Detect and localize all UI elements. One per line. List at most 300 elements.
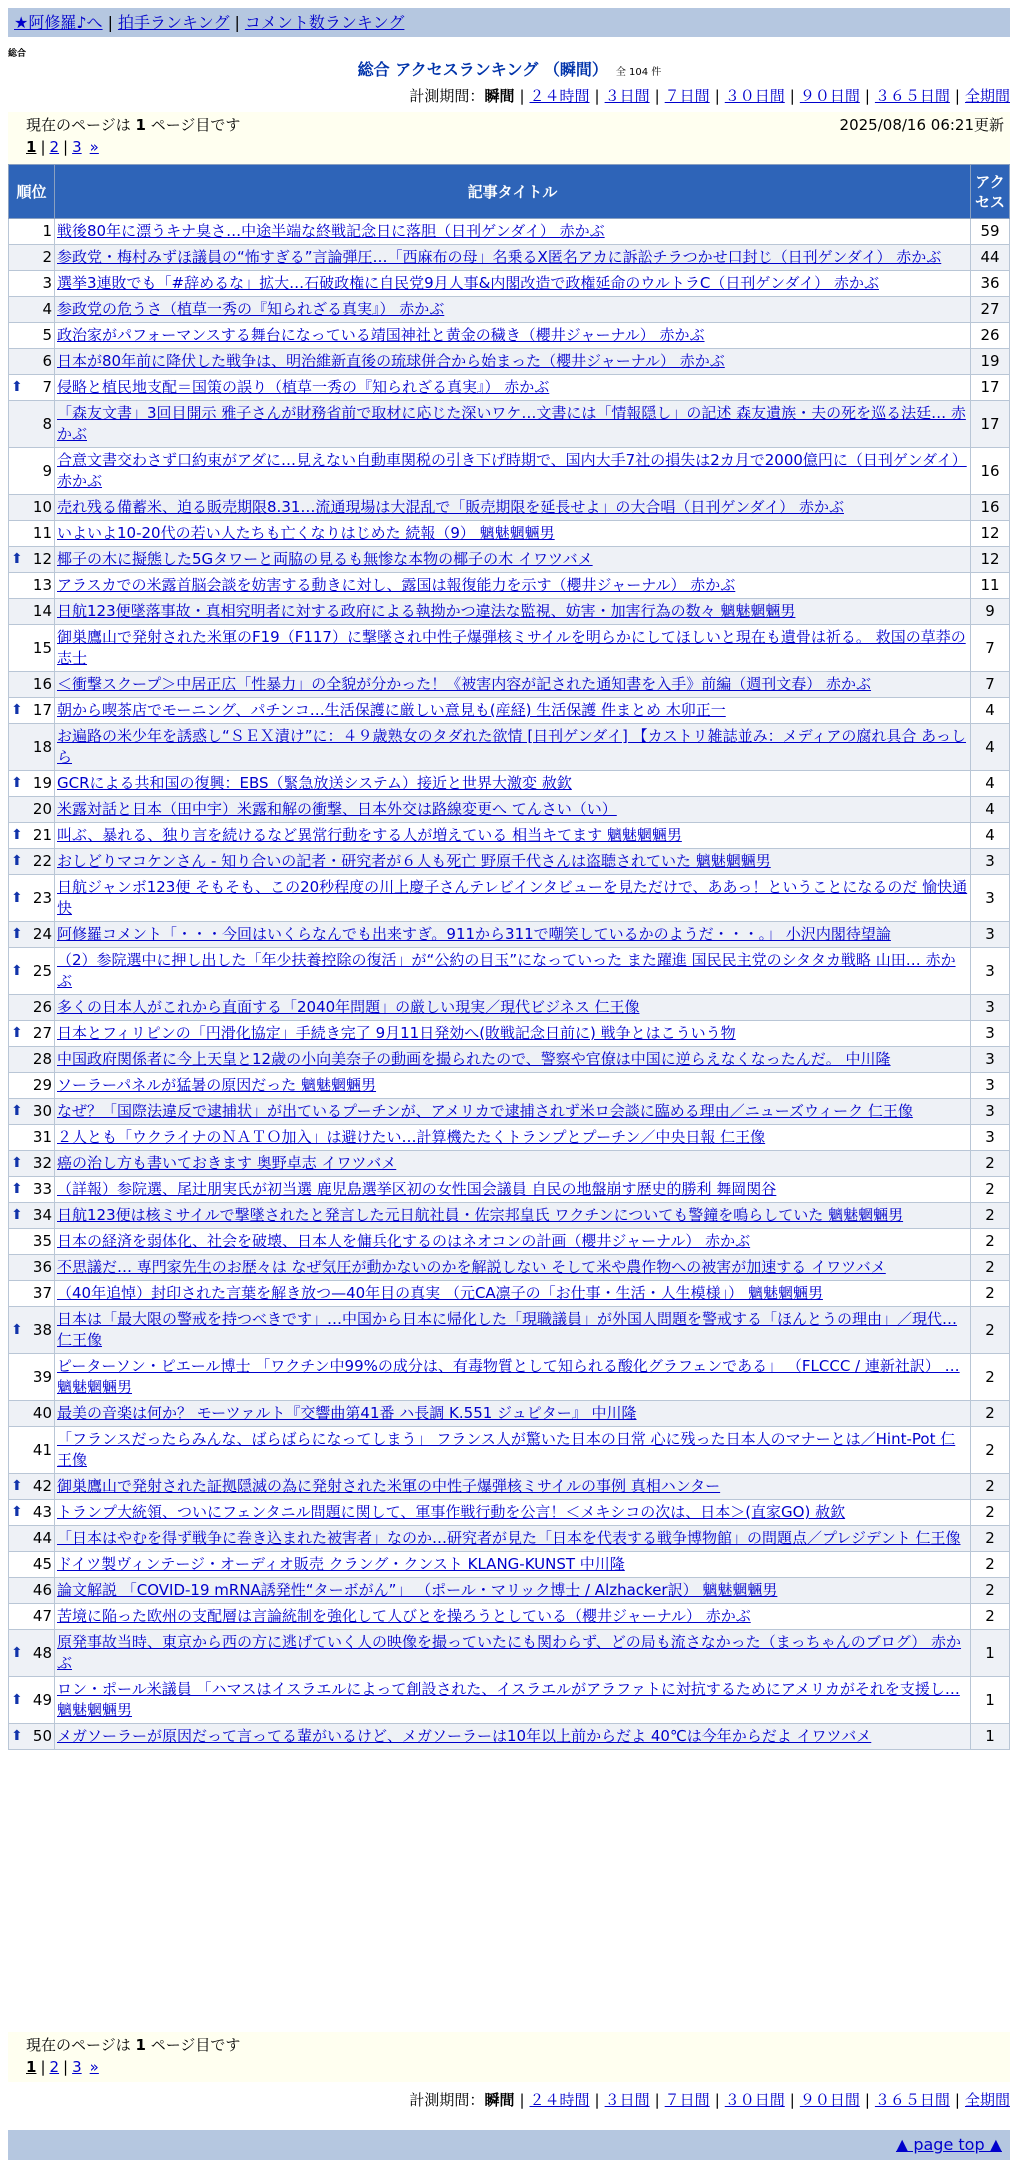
page-status-bottom [8,2032,1010,2082]
article-link[interactable]: （40年追悼）封印された言葉を解き放つ—40年目の真実 （元CA凛子の「お仕事・生活・人生模様」） 魑魅魍魎男 [57,1284,823,1302]
rank-number: 49 [32,1690,52,1709]
rank-number: 17 [32,701,52,719]
rank-number: 2 [42,248,52,266]
article-link[interactable]: 日本とフィリピンの「円滑化協定」手続き完了 9月11日発効へ(敗戦記念日前に) 戦争とはこういう物 [57,1024,736,1042]
rank-cell [9,1099,55,1125]
article-link[interactable]: 日航123便は核ミサイルで撃墜されたと発言した元日航社員・佐宗邦皇氏 ワクチンについても警鐘を鳴らしていた 魑魅魍魎男 [57,1206,904,1224]
rank-cell [9,1281,55,1307]
period-separator: | [654,87,660,105]
period-link[interactable]: ９０日間 [799,2091,860,2109]
rank-cell [9,1151,55,1177]
access-count: 7 [971,672,1010,698]
article-link[interactable]: 不思議だ… 専門家先生のお歴々は なぜ気圧が動かないのかを解説しない そして米や農作物への被害が加速する イワツバメ [57,1258,886,1276]
title-cell [55,625,971,672]
column-header-title: 記事タイトル [55,165,971,219]
access-count: 4 [971,797,1010,823]
article-link[interactable]: 論文解説 「COVID-19 mRNA誘発性“ターボがん”」 （ポール・マリック博士 / Alzhacker訳） 魑魅魍魎男 [57,1581,778,1599]
title-cell [55,1281,971,1307]
access-count: 3 [971,1099,1010,1125]
column-header-count: アクセス [971,165,1010,219]
rank-cell [9,1677,55,1724]
pager-link[interactable]: 3 [72,138,82,156]
table-row [9,1229,1010,1255]
access-count: 59 [971,219,1010,245]
rank-number: 28 [32,1050,52,1068]
rank-number: 48 [32,1643,52,1662]
access-count: 2 [971,1604,1010,1630]
rank-number: 18 [32,737,52,756]
access-count: 16 [971,448,1010,495]
pager-next[interactable]: » [89,2058,99,2076]
access-count: 44 [971,245,1010,271]
rank-number: 19 [32,774,52,792]
access-count: 1 [971,1677,1010,1724]
title-cell [55,1552,971,1578]
article-link[interactable]: おしどりマコケンさん - 知り合いの記者・研究者が６人も死亡 野原千代さんは盗聴されていた 魑魅魍魎男 [57,852,771,870]
title-cell [55,797,971,823]
page-status-prefix: 現在のページは [26,116,136,134]
rank-number: 23 [32,888,52,907]
rank-number: 30 [32,1102,52,1120]
access-count: 7 [971,625,1010,672]
rank-up-arrow-icon: ⬆ [11,1207,23,1223]
rank-up-arrow-icon: ⬆ [11,1644,23,1661]
article-link[interactable]: メガソーラーが原因だって言ってる輩がいるけど、メガソーラーは10年以上前からだよ 40℃は今年からだよ イワツバメ [57,1727,872,1745]
title-cell [55,1099,971,1125]
category-label: 総合 [8,49,27,59]
article-link[interactable]: 合意文書交わさず口約束がアダに…見えない自動車関税の引き下げ時期で、国内大手7社の損失は2カ月で2000億円に（日刊ゲンダイ） 赤かぶ [57,451,967,490]
article-link[interactable]: 日本は「最大限の警戒を持つべきです」…中国から日本に帰化した「現職議員」が外国人問題を警戒する「ほんとうの理由」／現代… 仁王像 [57,1310,958,1349]
period-separator: | [864,87,870,105]
table-row [9,1401,1010,1427]
article-link[interactable]: 侵略と植民地支配＝国策の誤り（植草一秀の『知られざる真実』） 赤かぶ [57,378,550,396]
table-row [9,599,1010,625]
period-current: 瞬間 [484,87,515,105]
access-count: 3 [971,948,1010,995]
rank-number: 21 [32,826,52,844]
footer-bar [8,2130,1010,2160]
total-count: 全 104 件 [615,67,662,78]
rank-cell [9,1630,55,1677]
current-page-number: 1 [135,2036,146,2054]
period-link[interactable]: ２４時間 [529,2091,590,2109]
top-nav-bar [8,8,1010,37]
title-cell [55,1073,971,1099]
title-cell [55,1047,971,1073]
rank-number: 24 [32,925,52,943]
rank-number: 9 [42,461,52,480]
rank-up-arrow-icon: ⬆ [11,775,23,791]
title-cell [55,1354,971,1401]
article-link[interactable]: いよいよ10-20代の若い人たちも亡くなりはじめた 続報（9） 魑魅魍魎男 [57,524,555,542]
article-link[interactable]: トランプ大統領、ついにフェンタニル問題に関して、軍事作戦行動を公言！＜メキシコの次は、日本＞(直家GO) 赦欽 [57,1503,846,1521]
access-count: 26 [971,323,1010,349]
period-separator: | [654,2091,660,2109]
article-link[interactable]: 選挙3連敗でも「#辞めるな」拡大…石破政権に自民党9月人事&内閣改造で政権延命のウルトラC（日刊ゲンダイ） 赤かぶ [57,274,879,292]
page-top-link[interactable]: ▲ page top ▲ [895,2135,1002,2154]
rank-up-arrow-icon: ⬆ [11,702,23,718]
access-count: 2 [971,1281,1010,1307]
article-link[interactable]: アラスカでの米露首脳会談を妨害する動きに対し、露国は報復能力を示す（櫻井ジャーナル） 赤かぶ [57,576,736,594]
article-link[interactable]: （2）参院選中に押し出した「年少扶養控除の復活」が“公約の目玉”になっていった また躍進 国民民主党のシタタカ戦略 山田… 赤かぶ [57,951,956,990]
rank-cell [9,1125,55,1151]
period-link[interactable]: ３０日間 [724,87,785,105]
page-title [0,60,1019,83]
title-cell [55,401,971,448]
applause-ranking-link[interactable]: 拍手ランキング [117,13,230,32]
access-count: 4 [971,771,1010,797]
table-row [9,1500,1010,1526]
period-link[interactable]: 全期間 [964,87,1010,105]
access-count: 3 [971,922,1010,948]
rank-cell [9,1177,55,1203]
rank-cell [9,375,55,401]
rank-number: 41 [32,1440,52,1459]
rank-number: 13 [32,576,52,594]
table-row [9,297,1010,323]
period-separator: | [519,2091,525,2109]
period-separator: | [789,2091,795,2109]
pager-current: 1 [26,138,37,156]
rank-up-arrow-icon: ⬆ [11,1321,23,1338]
rank-cell [9,297,55,323]
table-row [9,323,1010,349]
article-link[interactable]: 日航123便墜落事故・真相究明者に対する政府による執拗かつ違法な監視、妨害・加害行為の数々 魑魅魍魎男 [57,602,796,620]
access-count: 2 [971,1500,1010,1526]
title-cell [55,948,971,995]
article-link[interactable]: お遍路の米少年を誘惑し“ＳＥＸ漬け”に：４９歳熟女のタダれた欲情 [日刊ゲンダイ] 【カストリ雑誌並み：メディアの腐れ具合 あっしら [57,727,967,766]
page-status-suffix: ページ目です [145,2036,241,2054]
rank-number: 26 [32,998,52,1016]
rank-cell [9,349,55,375]
article-link[interactable]: 最美の音楽は何か？ モーツァルト『交響曲第41番 ハ長調 K.551 ジュピター』 中川隆 [57,1404,637,1422]
access-count: 2 [971,1427,1010,1474]
table-row [9,1047,1010,1073]
title-cell [55,297,971,323]
access-count: 3 [971,1073,1010,1099]
rank-cell [9,1229,55,1255]
page-status-prefix: 現在のページは [26,2036,136,2054]
table-row [9,573,1010,599]
title-cell [55,1604,971,1630]
table-row [9,1427,1010,1474]
article-link[interactable]: 「フランスだったらみんな、ばらばらになってしまう」 フランス人が驚いた日本の日常 心に残った日本人のマナーとは／Hint-Pot 仁王像 [57,1430,956,1469]
table-row [9,1307,1010,1354]
rank-number: 40 [32,1404,52,1422]
article-link[interactable]: 参政党・梅村みずほ議員の“怖すぎる”言論弾圧…「西麻布の母」名乗るX匿名アカに訴訟チラつかせ口封じ（日刊ゲンダイ） 赤かぶ [57,248,942,266]
article-link[interactable]: ロン・ポール米議員 「ハマスはイスラエルによって創設された、イスラエルがアラファトに対抗するためにアメリカがそれを支援し… 魑魅魍魎男 [57,1680,960,1719]
rank-number: 3 [42,274,52,292]
period-link[interactable]: ７日間 [664,2091,710,2109]
rank-up-arrow-icon: ⬆ [11,1691,23,1708]
pager-separator: | [40,138,46,156]
article-link[interactable]: 日本が80年前に降伏した戦争は、明治維新直後の琉球併合から始まった（櫻井ジャーナル） 赤かぶ [57,352,725,370]
access-count: 3 [971,1125,1010,1151]
rank-cell [9,698,55,724]
rank-cell [9,521,55,547]
rank-cell [9,823,55,849]
title-cell [55,1125,971,1151]
period-label: 計測期間： [409,2091,485,2109]
rank-cell [9,323,55,349]
rank-cell [9,219,55,245]
article-link[interactable]: 政治家がパフォーマンスする舞台になっている靖国神社と黄金の穢き（櫻井ジャーナル） 赤かぶ [57,326,705,344]
access-count: 3 [971,1021,1010,1047]
table-row [9,771,1010,797]
article-link[interactable]: ピーターソン・ピエール博士 「ワクチン中99%の成分は、有毒物質として知られる酸化グラフェンである」 （FLCCC / 連新社訳） … 魑魅魍魎男 [57,1357,960,1396]
rank-cell [9,245,55,271]
access-count: 3 [971,875,1010,922]
period-separator: | [519,87,525,105]
rank-number: 14 [32,602,52,620]
comment-ranking-link[interactable]: コメント数ランキング [244,13,405,32]
access-count: 4 [971,698,1010,724]
table-row [9,1203,1010,1229]
rank-up-arrow-icon: ⬆ [11,1155,23,1171]
article-link[interactable]: 参政党の危うさ（植草一秀の『知られざる真実』） 赤かぶ [57,300,445,318]
pager [26,2056,992,2078]
page-status-suffix: ページ目です [145,116,241,134]
rank-cell [9,922,55,948]
article-link[interactable]: ソーラーパネルが猛暑の原因だった 魑魅魍魎男 [57,1076,377,1094]
title-cell [55,1677,971,1724]
title-cell [55,1427,971,1474]
pager-current: 1 [26,2058,37,2076]
article-link[interactable]: 椰子の木に擬態した5Gタワーと両脇の見るも無惨な本物の椰子の木 イワツバメ [57,550,593,568]
access-count: 2 [971,1552,1010,1578]
period-link[interactable]: ３６５日間 [874,87,950,105]
pager [26,136,992,158]
article-link[interactable]: 叫ぶ、暴れる、独り言を続けるなど異常行動をする人が増えている 相当キてます 魑魅魍魎男 [57,826,682,844]
title-cell [55,521,971,547]
rank-number: 36 [32,1258,52,1276]
rank-number: 32 [32,1154,52,1172]
pager-separator: | [63,2058,69,2076]
period-link[interactable]: ３６５日間 [874,2091,950,2109]
rank-cell [9,1500,55,1526]
access-count: 17 [971,401,1010,448]
table-row [9,1474,1010,1500]
title-cell [55,698,971,724]
access-count: 2 [971,1354,1010,1401]
rank-cell [9,948,55,995]
period-link[interactable]: ９０日間 [799,87,860,105]
rank-number: 37 [32,1284,52,1302]
article-link[interactable]: 日航ジャンボ123便 そもそも、この20秒程度の川上慶子さんテレビインタビューを見ただけで、ああっ！ということになるのだ 愉快通快 [57,878,968,917]
rank-cell [9,1255,55,1281]
rank-up-arrow-icon: ⬆ [11,962,23,979]
article-link[interactable]: 御巣鷹山で発射された証拠隠滅の為に発射された米軍の中性子爆弾核ミサイルの事例 真相ハンター [57,1477,721,1495]
rank-up-arrow-icon: ⬆ [11,1181,23,1197]
access-count: 9 [971,599,1010,625]
rank-number: 42 [32,1477,52,1495]
title-cell [55,1401,971,1427]
rank-cell [9,547,55,573]
pager-link[interactable]: 3 [72,2058,82,2076]
rank-number: 46 [32,1581,52,1599]
title-cell [55,599,971,625]
rank-cell [9,724,55,771]
article-link[interactable]: 米露対話と日本（田中宇）米露和解の衝撃、日本外交は路線変更へ てんさい（い） [57,800,617,818]
access-count: 2 [971,1526,1010,1552]
access-count: 1 [971,1630,1010,1677]
access-count: 19 [971,349,1010,375]
column-header-rank: 順位 [9,165,55,219]
table-row [9,948,1010,995]
access-count: 2 [971,1151,1010,1177]
home-link[interactable]: ★阿修羅♪へ [14,13,103,32]
period-separator: | [714,87,720,105]
access-count: 12 [971,547,1010,573]
table-row [9,1604,1010,1630]
period-separator: | [864,2091,870,2109]
title-cell [55,219,971,245]
title-cell [55,1177,971,1203]
article-link[interactable]: 苦境に陥った欧州の支配層は言論統制を強化して人びとを操ろうとしている（櫻井ジャーナル） 赤かぶ [57,1607,751,1625]
rank-number: 11 [32,524,52,542]
rank-cell [9,1203,55,1229]
pager-link[interactable]: 2 [49,138,60,156]
rank-cell [9,1552,55,1578]
table-row [9,698,1010,724]
title-cell [55,1021,971,1047]
title-cell [55,448,971,495]
ranking-table [8,164,1010,1750]
rank-cell [9,875,55,922]
table-row [9,672,1010,698]
table-row [9,1677,1010,1724]
rank-cell [9,1604,55,1630]
period-current: 瞬間 [484,2091,515,2109]
article-link[interactable]: 原発事故当時、東京から西の方に逃げていく人の映像を撮っていたにも関わらず、どの局も流さなかった（まっちゃんのブログ） 赤かぶ [57,1633,962,1672]
title-cell [55,1724,971,1750]
pager-next[interactable]: » [89,138,99,156]
article-link[interactable]: なぜ？「国際法違反で逮捕状」が出ているプーチンが、アメリカで逮捕されず米ロ会談に臨める理由／ニューズウィーク 仁王像 [57,1102,913,1120]
title-cell [55,922,971,948]
article-link[interactable]: 朝から喫茶店でモーニング、パチンコ…生活保護に厳しい意見も(産経) 生活保護 件まとめ 木卯正一 [57,701,726,719]
table-row [9,1578,1010,1604]
article-link[interactable]: 日本の経済を弱体化、社会を破壊、日本人を傭兵化するのはネオコンの計画（櫻井ジャーナル） 赤かぶ [57,1232,751,1250]
access-count: 3 [971,849,1010,875]
rank-number: 25 [32,961,52,980]
rank-number: 4 [42,300,52,318]
article-link[interactable]: 多くの日本人がこれから直面する「2040年問題」の厳しい現実／現代ビジネス 仁王像 [57,998,640,1016]
period-link[interactable]: ３０日間 [724,2091,785,2109]
table-row [9,1021,1010,1047]
title-cell [55,1500,971,1526]
article-link[interactable]: 「森友文書」3回目開示 雅子さんが財務省前で取材に応じた深いワケ…文書には「情報隠し」の記述 森友遺族・夫の死を巡る法廷… 赤かぶ [57,404,966,443]
article-link[interactable]: GCRによる共和国の復興：EBS（緊急放送システム）接近と世界大激変 赦欽 [57,774,572,792]
rank-number: 5 [42,326,52,344]
period-link[interactable]: ２４時間 [529,87,590,105]
pager-link[interactable]: 2 [49,2058,60,2076]
access-count: 2 [971,1229,1010,1255]
period-label: 計測期間： [409,87,485,105]
table-row [9,1151,1010,1177]
title-cell [55,849,971,875]
article-link[interactable]: 戦後80年に漂うキナ臭さ…中途半端な終戦記念日に落胆（日刊ゲンダイ） 赤かぶ [57,222,605,240]
rank-number: 34 [32,1206,52,1224]
article-link[interactable]: 癌の治し方も書いておきます 奥野卓志 イワツバメ [57,1154,397,1172]
rank-cell [9,1427,55,1474]
period-link[interactable]: ３日間 [604,2091,650,2109]
article-link[interactable]: ドイツ製ヴィンテージ・オーディオ販売 クラング・クンスト KLANG-KUNST 中川隆 [57,1555,625,1573]
table-row [9,448,1010,495]
table-row [9,875,1010,922]
access-count: 2 [971,1578,1010,1604]
updated-time: 2025/08/16 06:21更新 [839,116,1004,134]
title-cell [55,724,971,771]
title-cell [55,1229,971,1255]
period-link[interactable]: 全期間 [964,2091,1010,2109]
article-link[interactable]: ＜衝撃スクープ＞中居正広「性暴力」の全貌が分かった！《被害内容が記された通知書を入手》前編（週刊文春） 赤かぶ [57,675,872,693]
title-cell [55,995,971,1021]
rank-cell [9,1073,55,1099]
rank-number: 12 [32,550,52,568]
title-cell [55,1151,971,1177]
table-row [9,375,1010,401]
period-link[interactable]: ７日間 [664,87,710,105]
table-row [9,922,1010,948]
table-row [9,1255,1010,1281]
rank-cell [9,849,55,875]
rank-number: 20 [32,800,52,818]
article-link[interactable]: ２人とも「ウクライナのＮＡＴＯ加入」は避けたい…計算機たたくトランプとプーチン／中央日報 仁王像 [57,1128,766,1146]
article-link[interactable]: （詳報）参院選、尾辻朋実氏が初当選 鹿児島選挙区初の女性国会議員 自民の地盤崩す歴史的勝利 舞岡関谷 [57,1180,777,1198]
article-link[interactable]: 阿修羅コメント「・・・今回はいくらなんでも出来すぎ。911から311で嘲笑しているかのようだ・・・。」 小沢内閣待望論 [57,925,891,943]
table-row [9,1354,1010,1401]
rank-cell [9,995,55,1021]
rank-cell [9,771,55,797]
rank-number: 31 [32,1128,52,1146]
pager-separator: | [63,138,69,156]
rank-cell [9,1401,55,1427]
article-link[interactable]: 売れ残る備蓄米、迫る販売期限8.31…流通現場は大混乱で「販売期限を延長せよ」の大合唱（日刊ゲンダイ） 赤かぶ [57,498,844,516]
title-cell [55,495,971,521]
pager-separator: | [40,2058,46,2076]
article-link[interactable]: 御巣鷹山で発射された米軍のF19（F117）に撃墜され中性子爆弾核ミサイルを明らかにしてほしいと現在も遺骨は祈る。 救国の草莽の志士 [57,628,966,667]
title-cell [55,771,971,797]
rank-cell [9,573,55,599]
access-count: 4 [971,724,1010,771]
rank-cell [9,1474,55,1500]
period-selector-bottom [409,2090,1010,2110]
table-row [9,245,1010,271]
rank-number: 29 [32,1076,52,1094]
table-row [9,1177,1010,1203]
rank-cell [9,599,55,625]
period-separator: | [594,87,600,105]
period-link[interactable]: ３日間 [604,87,650,105]
table-row [9,1724,1010,1750]
article-link[interactable]: 中国政府関係者に今上天皇と12歳の小向美奈子の動画を撮られたので、警察や官僚は中国に逆らえなくなったんだ。 中川隆 [57,1050,891,1068]
table-row [9,271,1010,297]
table-row [9,625,1010,672]
rank-cell [9,448,55,495]
access-count: 3 [971,1047,1010,1073]
rank-cell [9,1526,55,1552]
rank-cell [9,401,55,448]
ranking-title: 総合 アクセスランキング （瞬間） [357,60,608,79]
rank-up-arrow-icon: ⬆ [11,1478,23,1494]
title-cell [55,271,971,297]
article-link[interactable]: 「日本はやむを得ず戦争に巻き込まれた被害者」なのか…研究者が見た「日本を代表する戦争博物館」の問題点／プレジデント 仁王像 [57,1529,961,1547]
rank-number: 44 [32,1529,52,1547]
table-row [9,995,1010,1021]
access-count: 16 [971,495,1010,521]
access-count: 12 [971,521,1010,547]
access-count: 2 [971,1401,1010,1427]
